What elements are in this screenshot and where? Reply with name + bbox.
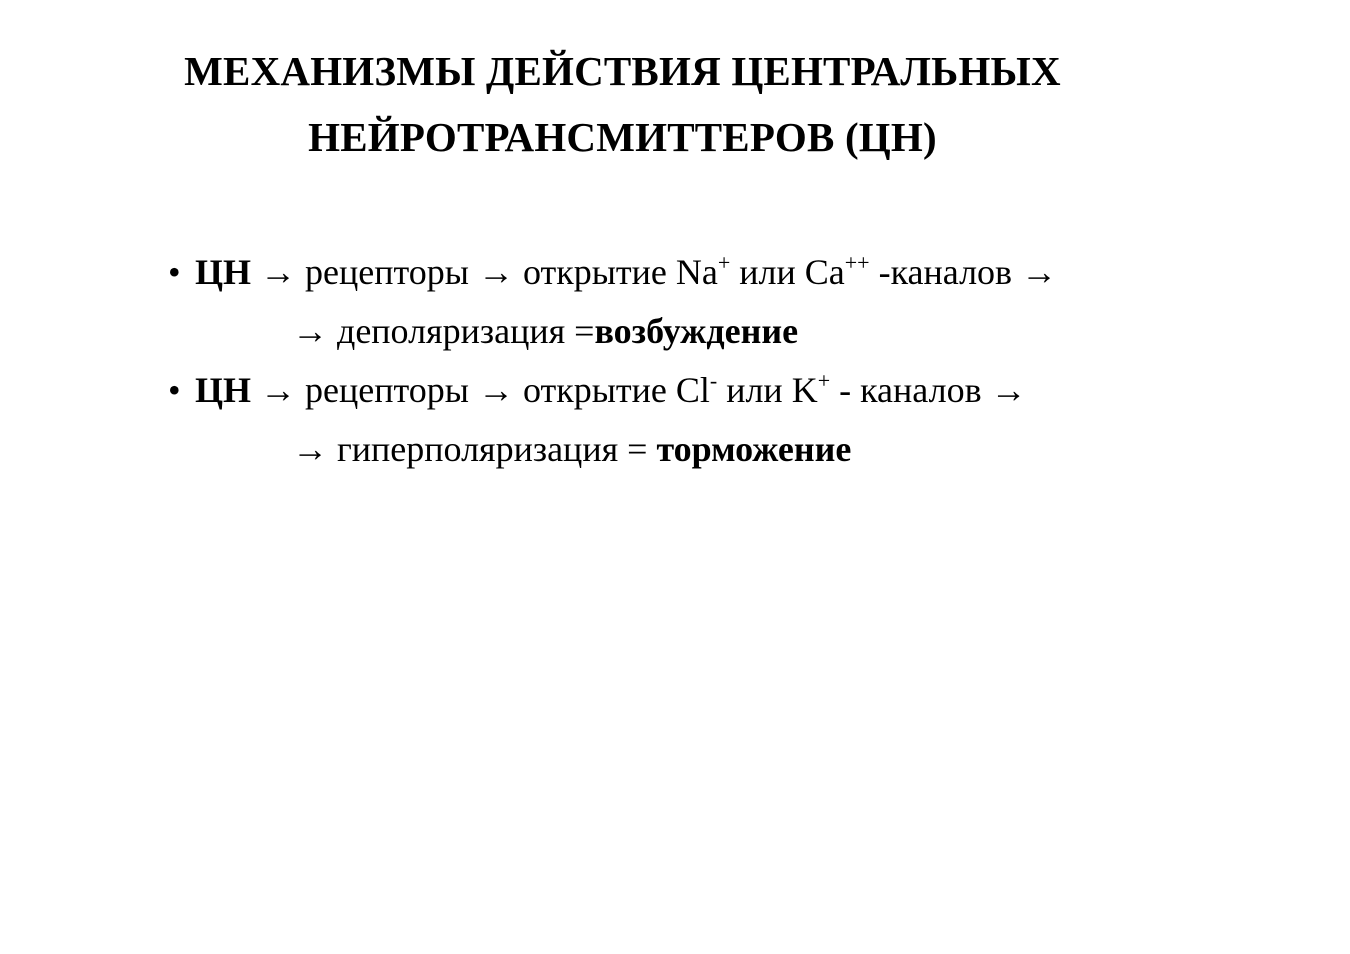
item-result-line (168, 302, 1318, 361)
title-line-2: НЕЙРОТРАНСМИТТЕРОВ (ЦН) (308, 114, 937, 160)
item-main-line (168, 243, 1318, 302)
item-term: ЦН (195, 370, 252, 410)
title-line-1: МЕХАНИЗМЫ ДЕЙСТВИЯ ЦЕНТРАЛЬНЫХ (184, 48, 1061, 94)
item-result-term: возбуждение (594, 311, 799, 351)
item-result-text: → деполяризация = (292, 311, 595, 351)
item-text: -каналов → (869, 252, 1058, 292)
page-title (0, 38, 1245, 170)
item-result-line (168, 420, 1318, 479)
ion-charge: + (817, 368, 831, 393)
item-result-term: торможение (656, 429, 852, 469)
item-text: или Ca (730, 252, 845, 292)
item-text: → рецепторы → открытие Na (251, 252, 718, 292)
bullet-icon: • (168, 252, 181, 292)
ion-charge: + (717, 250, 731, 275)
item-term: ЦН (195, 252, 252, 292)
bullet-icon: • (168, 370, 181, 410)
ion-charge: - (709, 368, 718, 393)
list-item-inhibition (168, 361, 1318, 479)
list-item-excitation (168, 243, 1318, 361)
item-text: - каналов → (830, 370, 1027, 410)
ion-charge: ++ (844, 250, 870, 275)
item-text: или K (717, 370, 818, 410)
item-text: → рецепторы → открытие Cl (251, 370, 710, 410)
mechanism-list (168, 243, 1318, 479)
item-result-text: → гиперполяризация = (292, 429, 657, 469)
item-main-line (168, 361, 1318, 420)
